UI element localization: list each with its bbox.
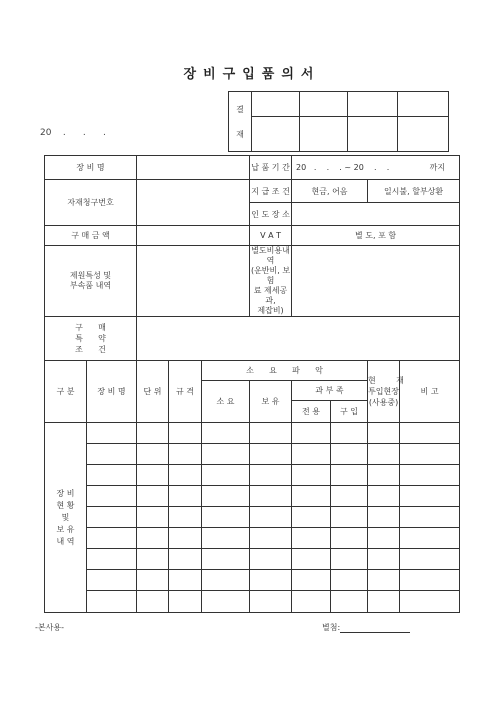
- grid-cell[interactable]: [292, 549, 331, 570]
- grid-cell[interactable]: [137, 444, 169, 465]
- grid-cell[interactable]: [292, 528, 331, 549]
- grid-cell[interactable]: [368, 465, 400, 486]
- grid-cell[interactable]: [137, 465, 169, 486]
- delivery-place-label: 인 도 장 소: [250, 203, 292, 226]
- side-label-line: 및: [61, 512, 70, 522]
- special-terms-line: 구 매: [75, 323, 106, 332]
- grid-cell[interactable]: [331, 423, 368, 444]
- vat-value[interactable]: 별 도, 포 함: [292, 226, 460, 246]
- approval-box: [228, 91, 449, 152]
- grid-cell[interactable]: [169, 465, 202, 486]
- grid-cell[interactable]: [169, 507, 202, 528]
- grid-cell[interactable]: [368, 423, 400, 444]
- grid-cell[interactable]: [137, 591, 169, 613]
- delivery-period-value[interactable]: [292, 156, 460, 180]
- grid-cell[interactable]: [87, 507, 137, 528]
- grid-cell[interactable]: [331, 444, 368, 465]
- grid-cell[interactable]: [87, 444, 137, 465]
- extra-cost-label: [250, 246, 292, 317]
- approval-sign-cell[interactable]: [300, 117, 348, 152]
- grid-cell[interactable]: [202, 465, 250, 486]
- extra-cost-line: 별도비용내역: [251, 246, 290, 265]
- special-terms-line: 조 건: [75, 345, 106, 354]
- side-label-line: 현 황: [56, 500, 75, 510]
- grid-cell[interactable]: [87, 423, 137, 444]
- grid-cell[interactable]: [400, 549, 460, 570]
- grid-cell[interactable]: [250, 507, 292, 528]
- grid-cell[interactable]: [250, 465, 292, 486]
- grid-cell[interactable]: [202, 507, 250, 528]
- grid-cell[interactable]: [87, 528, 137, 549]
- grid-cell[interactable]: [400, 444, 460, 465]
- grid-cell[interactable]: [368, 486, 400, 507]
- grid-cell[interactable]: [400, 507, 460, 528]
- specs-label: [45, 246, 137, 317]
- date-line: 20 . . .: [40, 128, 106, 138]
- grid-cell[interactable]: [368, 528, 400, 549]
- grid-cell[interactable]: [331, 465, 368, 486]
- col-current-line: 현 재: [368, 376, 404, 385]
- delivery-place-value[interactable]: [292, 203, 460, 226]
- grid-cell[interactable]: [87, 549, 137, 570]
- grid-cell[interactable]: [137, 507, 169, 528]
- grid-cell[interactable]: [292, 591, 331, 613]
- col-current-line: 투입현장: [368, 387, 399, 396]
- delivery-end: 까지: [429, 163, 446, 172]
- grid-cell[interactable]: [250, 423, 292, 444]
- grid-cell[interactable]: [169, 423, 202, 444]
- grid-cell[interactable]: [169, 528, 202, 549]
- grid-cell[interactable]: [137, 549, 169, 570]
- grid-cell[interactable]: [202, 486, 250, 507]
- material-request-value[interactable]: [137, 180, 250, 226]
- attachment-line[interactable]: [340, 624, 410, 633]
- col-required-grasp: 소 요 파 악: [202, 361, 368, 381]
- grid-cell[interactable]: [250, 486, 292, 507]
- grid-cell[interactable]: [292, 507, 331, 528]
- approval-sign-cell[interactable]: [252, 117, 300, 152]
- grid-cell[interactable]: [331, 570, 368, 591]
- grid-cell[interactable]: [292, 444, 331, 465]
- col-unit: 단 위: [137, 361, 169, 423]
- grid-cell[interactable]: [137, 570, 169, 591]
- approval-cell[interactable]: [348, 92, 398, 117]
- grid-cell[interactable]: [169, 486, 202, 507]
- grid-cell[interactable]: [87, 465, 137, 486]
- grid-cell[interactable]: [169, 591, 202, 613]
- grid-cell[interactable]: [202, 423, 250, 444]
- grid-cell[interactable]: [169, 570, 202, 591]
- approval-cell[interactable]: [398, 92, 449, 117]
- footer-attachment: [322, 622, 410, 633]
- grid-cell[interactable]: [250, 549, 292, 570]
- payment-installment[interactable]: 일시불, 할부상환: [368, 180, 460, 203]
- grid-cell[interactable]: [368, 549, 400, 570]
- grid-cell[interactable]: [292, 465, 331, 486]
- grid-cell[interactable]: [331, 549, 368, 570]
- col-required: 소 요: [202, 381, 250, 423]
- col-dedicated: 전 용: [292, 401, 331, 423]
- approval-label: [229, 92, 252, 152]
- grid-cell[interactable]: [331, 528, 368, 549]
- approval-label-bottom: 재: [236, 129, 244, 139]
- grid-cell[interactable]: [202, 444, 250, 465]
- col-category: 구 분: [45, 361, 87, 423]
- grid-cell[interactable]: [250, 570, 292, 591]
- grid-cell[interactable]: [368, 570, 400, 591]
- grid-cell[interactable]: [368, 591, 400, 613]
- grid-cell[interactable]: [202, 591, 250, 613]
- payment-cash[interactable]: 현금, 어음: [292, 180, 368, 203]
- grid-cell[interactable]: [292, 423, 331, 444]
- grid-cell[interactable]: [331, 507, 368, 528]
- payment-terms-label: 지 급 조 건: [250, 180, 292, 203]
- grid-cell[interactable]: [87, 591, 137, 613]
- approval-label-top: 결: [236, 104, 244, 114]
- document-title: 장비구입품의서: [183, 67, 321, 82]
- extra-cost-value[interactable]: [292, 246, 460, 317]
- grid-cell[interactable]: [202, 528, 250, 549]
- approval-cell[interactable]: [252, 92, 300, 117]
- approval-sign-cell[interactable]: [398, 117, 449, 152]
- grid-cell[interactable]: [169, 549, 202, 570]
- grid-cell[interactable]: [331, 486, 368, 507]
- purchase-amount-label: 구 매 금 액: [45, 226, 137, 246]
- grid-cell[interactable]: [400, 591, 460, 613]
- delivery-start: 20: [296, 163, 307, 172]
- col-remarks: 비 고: [400, 361, 460, 423]
- col-shortage: 과 부 족: [292, 381, 368, 401]
- grid-cell[interactable]: [137, 486, 169, 507]
- grid-cell[interactable]: [202, 570, 250, 591]
- equip-name-value[interactable]: [137, 156, 250, 180]
- grid-cell[interactable]: [137, 528, 169, 549]
- grid-cell[interactable]: [137, 423, 169, 444]
- specs-label-line: 제원특성 및: [69, 271, 112, 280]
- delivery-mid: . . . ~ 20 . .: [313, 163, 390, 172]
- side-label-line: 보 유: [56, 524, 75, 534]
- col-spec: 규 격: [169, 361, 202, 423]
- approval-sign-cell[interactable]: [348, 117, 398, 152]
- grid-cell[interactable]: [331, 591, 368, 613]
- side-label-line: 내 역: [56, 536, 75, 546]
- specs-label-line: 부속품 내역: [69, 281, 112, 290]
- col-equip-name: 장 비 명: [87, 361, 137, 423]
- grid-cell[interactable]: [368, 507, 400, 528]
- footer-internal-use: -본사용-: [35, 623, 64, 632]
- grid-cell[interactable]: [202, 549, 250, 570]
- grid-cell[interactable]: [400, 528, 460, 549]
- special-terms-line: 특 약: [75, 334, 106, 343]
- grid-cell[interactable]: [87, 486, 137, 507]
- grid-cell[interactable]: [292, 570, 331, 591]
- grid-cell[interactable]: [250, 444, 292, 465]
- extra-cost-line: (운반비, 보험: [250, 266, 291, 285]
- col-owned: 보 유: [250, 381, 292, 423]
- grid-cell[interactable]: [292, 486, 331, 507]
- grid-cell[interactable]: [250, 528, 292, 549]
- side-label-line: 장 비: [56, 488, 75, 498]
- approval-cell[interactable]: [300, 92, 348, 117]
- col-current-line: (사용중): [368, 398, 399, 407]
- grid-cell[interactable]: [87, 570, 137, 591]
- purchase-amount-value[interactable]: [137, 226, 250, 246]
- grid-cell[interactable]: [400, 570, 460, 591]
- purchase-form-table: [44, 155, 460, 613]
- grid-cell[interactable]: [400, 486, 460, 507]
- special-terms-label: [45, 317, 137, 361]
- attachment-label: 별첨:: [322, 623, 341, 632]
- extra-cost-line: 제잡비): [257, 306, 284, 315]
- special-terms-value[interactable]: [137, 317, 460, 361]
- grid-cell[interactable]: [368, 444, 400, 465]
- grid-cell[interactable]: [400, 465, 460, 486]
- vat-label: V A T: [250, 226, 292, 246]
- grid-cell[interactable]: [169, 444, 202, 465]
- equip-name-label: 장 비 명: [45, 156, 137, 180]
- grid-cell[interactable]: [250, 591, 292, 613]
- col-purchase: 구 입: [331, 401, 368, 423]
- specs-value[interactable]: [137, 246, 250, 317]
- side-label: [45, 423, 87, 613]
- grid-cell[interactable]: [400, 423, 460, 444]
- extra-cost-line: 료 제세공과,: [253, 286, 288, 305]
- col-current-site: [368, 361, 404, 423]
- delivery-period-label: 납 품 기 간: [250, 156, 292, 180]
- material-request-label: 자재청구번호: [45, 180, 137, 226]
